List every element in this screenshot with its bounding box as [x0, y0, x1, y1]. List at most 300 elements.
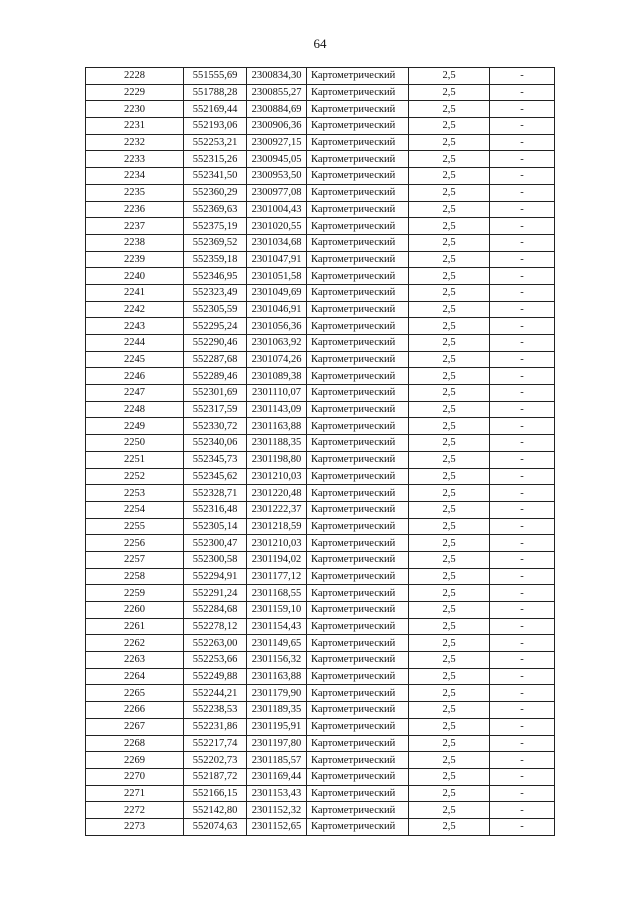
point-number-cell: 2233 [86, 151, 184, 168]
x-coordinate-cell: 552360,29 [184, 184, 247, 201]
x-coordinate-cell: 552244,21 [184, 685, 247, 702]
x-coordinate-cell: 552253,66 [184, 652, 247, 669]
table-row [86, 234, 555, 251]
accuracy-cell: 2,5 [409, 168, 490, 185]
point-number-cell: 2232 [86, 134, 184, 151]
x-coordinate-cell: 552284,68 [184, 602, 247, 619]
x-coordinate-cell: 552305,59 [184, 301, 247, 318]
point-number-cell: 2252 [86, 468, 184, 485]
point-number-cell: 2259 [86, 585, 184, 602]
note-cell: - [490, 501, 555, 518]
method-cell: Картометрический [307, 668, 409, 685]
y-coordinate-cell: 2301020,55 [247, 218, 307, 235]
x-coordinate-cell: 552294,91 [184, 568, 247, 585]
table-row [86, 335, 555, 352]
note-cell: - [490, 351, 555, 368]
accuracy-cell: 2,5 [409, 768, 490, 785]
method-cell: Картометрический [307, 284, 409, 301]
point-number-cell: 2245 [86, 351, 184, 368]
method-cell: Картометрический [307, 368, 409, 385]
point-number-cell: 2228 [86, 68, 184, 85]
note-cell: - [490, 201, 555, 218]
table-row [86, 385, 555, 402]
note-cell: - [490, 602, 555, 619]
y-coordinate-cell: 2301163,88 [247, 418, 307, 435]
method-cell: Картометрический [307, 84, 409, 101]
method-cell: Картометрический [307, 535, 409, 552]
table-row [86, 518, 555, 535]
point-number-cell: 2243 [86, 318, 184, 335]
point-number-cell: 2254 [86, 501, 184, 518]
x-coordinate-cell: 552369,52 [184, 234, 247, 251]
method-cell: Картометрический [307, 468, 409, 485]
table-row [86, 201, 555, 218]
accuracy-cell: 2,5 [409, 385, 490, 402]
accuracy-cell: 2,5 [409, 401, 490, 418]
method-cell: Картометрический [307, 101, 409, 118]
table-row [86, 84, 555, 101]
note-cell: - [490, 768, 555, 785]
y-coordinate-cell: 2301169,44 [247, 768, 307, 785]
point-number-cell: 2272 [86, 802, 184, 819]
point-number-cell: 2249 [86, 418, 184, 435]
method-cell: Картометрический [307, 585, 409, 602]
point-number-cell: 2250 [86, 435, 184, 452]
y-coordinate-cell: 2301220,48 [247, 485, 307, 502]
table-row [86, 468, 555, 485]
x-coordinate-cell: 552301,69 [184, 385, 247, 402]
table-row [86, 418, 555, 435]
point-number-cell: 2236 [86, 201, 184, 218]
y-coordinate-cell: 2301034,68 [247, 234, 307, 251]
accuracy-cell: 2,5 [409, 802, 490, 819]
table-row [86, 68, 555, 85]
note-cell: - [490, 735, 555, 752]
y-coordinate-cell: 2300906,36 [247, 118, 307, 135]
accuracy-cell: 2,5 [409, 818, 490, 835]
y-coordinate-cell: 2301154,43 [247, 618, 307, 635]
x-coordinate-cell: 552305,14 [184, 518, 247, 535]
x-coordinate-cell: 552278,12 [184, 618, 247, 635]
note-cell: - [490, 451, 555, 468]
y-coordinate-cell: 2301210,03 [247, 468, 307, 485]
note-cell: - [490, 585, 555, 602]
method-cell: Картометрический [307, 618, 409, 635]
point-number-cell: 2258 [86, 568, 184, 585]
accuracy-cell: 2,5 [409, 435, 490, 452]
method-cell: Картометрический [307, 735, 409, 752]
accuracy-cell: 2,5 [409, 151, 490, 168]
x-coordinate-cell: 552328,71 [184, 485, 247, 502]
method-cell: Картометрический [307, 218, 409, 235]
x-coordinate-cell: 552287,68 [184, 351, 247, 368]
x-coordinate-cell: 552187,72 [184, 768, 247, 785]
y-coordinate-cell: 2301194,02 [247, 551, 307, 568]
x-coordinate-cell: 552249,88 [184, 668, 247, 685]
x-coordinate-cell: 552253,21 [184, 134, 247, 151]
method-cell: Картометрический [307, 501, 409, 518]
note-cell: - [490, 685, 555, 702]
table-row [86, 284, 555, 301]
y-coordinate-cell: 2301152,65 [247, 818, 307, 835]
point-number-cell: 2253 [86, 485, 184, 502]
y-coordinate-cell: 2300884,69 [247, 101, 307, 118]
accuracy-cell: 2,5 [409, 518, 490, 535]
accuracy-cell: 2,5 [409, 468, 490, 485]
accuracy-cell: 2,5 [409, 418, 490, 435]
accuracy-cell: 2,5 [409, 68, 490, 85]
note-cell: - [490, 134, 555, 151]
x-coordinate-cell: 552341,50 [184, 168, 247, 185]
x-coordinate-cell: 552340,06 [184, 435, 247, 452]
method-cell: Картометрический [307, 785, 409, 802]
method-cell: Картометрический [307, 134, 409, 151]
point-number-cell: 2255 [86, 518, 184, 535]
table-row [86, 101, 555, 118]
method-cell: Картометрический [307, 418, 409, 435]
note-cell: - [490, 184, 555, 201]
accuracy-cell: 2,5 [409, 251, 490, 268]
method-cell: Картометрический [307, 635, 409, 652]
table-row [86, 618, 555, 635]
method-cell: Картометрический [307, 301, 409, 318]
point-number-cell: 2251 [86, 451, 184, 468]
method-cell: Картометрический [307, 752, 409, 769]
note-cell: - [490, 118, 555, 135]
y-coordinate-cell: 2301168,55 [247, 585, 307, 602]
note-cell: - [490, 568, 555, 585]
note-cell: - [490, 718, 555, 735]
method-cell: Картометрический [307, 401, 409, 418]
note-cell: - [490, 652, 555, 669]
point-number-cell: 2239 [86, 251, 184, 268]
note-cell: - [490, 435, 555, 452]
table-row [86, 485, 555, 502]
note-cell: - [490, 785, 555, 802]
note-cell: - [490, 168, 555, 185]
accuracy-cell: 2,5 [409, 501, 490, 518]
accuracy-cell: 2,5 [409, 551, 490, 568]
table-row [86, 785, 555, 802]
y-coordinate-cell: 2301063,92 [247, 335, 307, 352]
note-cell: - [490, 101, 555, 118]
x-coordinate-cell: 552345,62 [184, 468, 247, 485]
y-coordinate-cell: 2300977,08 [247, 184, 307, 201]
accuracy-cell: 2,5 [409, 668, 490, 685]
point-number-cell: 2247 [86, 385, 184, 402]
note-cell: - [490, 218, 555, 235]
point-number-cell: 2231 [86, 118, 184, 135]
method-cell: Картометрический [307, 518, 409, 535]
accuracy-cell: 2,5 [409, 718, 490, 735]
point-number-cell: 2263 [86, 652, 184, 669]
y-coordinate-cell: 2301222,37 [247, 501, 307, 518]
table-body [86, 68, 555, 836]
table-row [86, 134, 555, 151]
note-cell: - [490, 84, 555, 101]
note-cell: - [490, 385, 555, 402]
y-coordinate-cell: 2301188,35 [247, 435, 307, 452]
point-number-cell: 2230 [86, 101, 184, 118]
note-cell: - [490, 68, 555, 85]
accuracy-cell: 2,5 [409, 735, 490, 752]
point-number-cell: 2235 [86, 184, 184, 201]
note-cell: - [490, 618, 555, 635]
table-row [86, 652, 555, 669]
accuracy-cell: 2,5 [409, 652, 490, 669]
table-row [86, 401, 555, 418]
point-number-cell: 2248 [86, 401, 184, 418]
x-coordinate-cell: 552238,53 [184, 702, 247, 719]
method-cell: Картометрический [307, 201, 409, 218]
note-cell: - [490, 485, 555, 502]
x-coordinate-cell: 552316,48 [184, 501, 247, 518]
y-coordinate-cell: 2301056,36 [247, 318, 307, 335]
table-row [86, 768, 555, 785]
method-cell: Картометрический [307, 818, 409, 835]
accuracy-cell: 2,5 [409, 785, 490, 802]
method-cell: Картометрический [307, 234, 409, 251]
accuracy-cell: 2,5 [409, 752, 490, 769]
y-coordinate-cell: 2301149,65 [247, 635, 307, 652]
point-number-cell: 2261 [86, 618, 184, 635]
accuracy-cell: 2,5 [409, 318, 490, 335]
x-coordinate-cell: 552346,95 [184, 268, 247, 285]
point-number-cell: 2265 [86, 685, 184, 702]
x-coordinate-cell: 552295,24 [184, 318, 247, 335]
accuracy-cell: 2,5 [409, 268, 490, 285]
table-row [86, 551, 555, 568]
method-cell: Картометрический [307, 184, 409, 201]
y-coordinate-cell: 2301156,32 [247, 652, 307, 669]
method-cell: Картометрический [307, 168, 409, 185]
x-coordinate-cell: 551555,69 [184, 68, 247, 85]
x-coordinate-cell: 552369,63 [184, 201, 247, 218]
x-coordinate-cell: 552202,73 [184, 752, 247, 769]
note-cell: - [490, 318, 555, 335]
point-number-cell: 2267 [86, 718, 184, 735]
note-cell: - [490, 635, 555, 652]
note-cell: - [490, 668, 555, 685]
method-cell: Картометрический [307, 335, 409, 352]
accuracy-cell: 2,5 [409, 568, 490, 585]
accuracy-cell: 2,5 [409, 218, 490, 235]
point-number-cell: 2237 [86, 218, 184, 235]
note-cell: - [490, 401, 555, 418]
y-coordinate-cell: 2300855,27 [247, 84, 307, 101]
method-cell: Картометрический [307, 351, 409, 368]
point-number-cell: 2260 [86, 602, 184, 619]
method-cell: Картометрический [307, 768, 409, 785]
y-coordinate-cell: 2301089,38 [247, 368, 307, 385]
y-coordinate-cell: 2301143,09 [247, 401, 307, 418]
point-number-cell: 2264 [86, 668, 184, 685]
y-coordinate-cell: 2301189,35 [247, 702, 307, 719]
point-number-cell: 2257 [86, 551, 184, 568]
point-number-cell: 2262 [86, 635, 184, 652]
note-cell: - [490, 251, 555, 268]
table-row [86, 718, 555, 735]
table-row [86, 752, 555, 769]
table-row [86, 585, 555, 602]
x-coordinate-cell: 552074,63 [184, 818, 247, 835]
x-coordinate-cell: 551788,28 [184, 84, 247, 101]
x-coordinate-cell: 552289,46 [184, 368, 247, 385]
x-coordinate-cell: 552166,15 [184, 785, 247, 802]
method-cell: Картометрический [307, 702, 409, 719]
x-coordinate-cell: 552231,86 [184, 718, 247, 735]
table-row [86, 435, 555, 452]
accuracy-cell: 2,5 [409, 602, 490, 619]
table-row [86, 568, 555, 585]
point-number-cell: 2234 [86, 168, 184, 185]
table-row [86, 118, 555, 135]
y-coordinate-cell: 2301197,80 [247, 735, 307, 752]
accuracy-cell: 2,5 [409, 84, 490, 101]
method-cell: Картометрический [307, 251, 409, 268]
point-number-cell: 2256 [86, 535, 184, 552]
y-coordinate-cell: 2301110,07 [247, 385, 307, 402]
table-row [86, 635, 555, 652]
y-coordinate-cell: 2300953,50 [247, 168, 307, 185]
method-cell: Картометрический [307, 652, 409, 669]
accuracy-cell: 2,5 [409, 284, 490, 301]
method-cell: Картометрический [307, 118, 409, 135]
note-cell: - [490, 702, 555, 719]
accuracy-cell: 2,5 [409, 234, 490, 251]
x-coordinate-cell: 552193,06 [184, 118, 247, 135]
accuracy-cell: 2,5 [409, 485, 490, 502]
method-cell: Картометрический [307, 718, 409, 735]
point-number-cell: 2266 [86, 702, 184, 719]
x-coordinate-cell: 552315,26 [184, 151, 247, 168]
note-cell: - [490, 551, 555, 568]
y-coordinate-cell: 2301163,88 [247, 668, 307, 685]
table-row [86, 685, 555, 702]
accuracy-cell: 2,5 [409, 685, 490, 702]
table-row [86, 351, 555, 368]
table-row [86, 318, 555, 335]
point-number-cell: 2273 [86, 818, 184, 835]
table-row [86, 501, 555, 518]
method-cell: Картометрический [307, 685, 409, 702]
point-number-cell: 2229 [86, 84, 184, 101]
y-coordinate-cell: 2301177,12 [247, 568, 307, 585]
accuracy-cell: 2,5 [409, 368, 490, 385]
y-coordinate-cell: 2301153,43 [247, 785, 307, 802]
y-coordinate-cell: 2301218,59 [247, 518, 307, 535]
note-cell: - [490, 518, 555, 535]
table-row [86, 668, 555, 685]
accuracy-cell: 2,5 [409, 585, 490, 602]
point-number-cell: 2268 [86, 735, 184, 752]
accuracy-cell: 2,5 [409, 134, 490, 151]
y-coordinate-cell: 2301195,91 [247, 718, 307, 735]
point-number-cell: 2242 [86, 301, 184, 318]
point-number-cell: 2241 [86, 284, 184, 301]
method-cell: Картометрический [307, 802, 409, 819]
x-coordinate-cell: 552375,19 [184, 218, 247, 235]
page-number: 64 [313, 36, 327, 51]
y-coordinate-cell: 2301046,91 [247, 301, 307, 318]
note-cell: - [490, 535, 555, 552]
method-cell: Картометрический [307, 268, 409, 285]
accuracy-cell: 2,5 [409, 351, 490, 368]
accuracy-cell: 2,5 [409, 101, 490, 118]
note-cell: - [490, 818, 555, 835]
table-row [86, 184, 555, 201]
method-cell: Картометрический [307, 435, 409, 452]
note-cell: - [490, 802, 555, 819]
table-row [86, 151, 555, 168]
table-row [86, 301, 555, 318]
y-coordinate-cell: 2301210,03 [247, 535, 307, 552]
note-cell: - [490, 268, 555, 285]
method-cell: Картометрический [307, 602, 409, 619]
x-coordinate-cell: 552290,46 [184, 335, 247, 352]
y-coordinate-cell: 2300927,15 [247, 134, 307, 151]
y-coordinate-cell: 2301074,26 [247, 351, 307, 368]
y-coordinate-cell: 2300834,30 [247, 68, 307, 85]
x-coordinate-cell: 552291,24 [184, 585, 247, 602]
accuracy-cell: 2,5 [409, 451, 490, 468]
table-row [86, 368, 555, 385]
point-number-cell: 2271 [86, 785, 184, 802]
x-coordinate-cell: 552359,18 [184, 251, 247, 268]
note-cell: - [490, 368, 555, 385]
note-cell: - [490, 151, 555, 168]
point-number-cell: 2244 [86, 335, 184, 352]
x-coordinate-cell: 552323,49 [184, 284, 247, 301]
x-coordinate-cell: 552345,73 [184, 451, 247, 468]
x-coordinate-cell: 552317,59 [184, 401, 247, 418]
point-number-cell: 2269 [86, 752, 184, 769]
method-cell: Картометрический [307, 451, 409, 468]
y-coordinate-cell: 2301047,91 [247, 251, 307, 268]
y-coordinate-cell: 2301051,58 [247, 268, 307, 285]
accuracy-cell: 2,5 [409, 335, 490, 352]
note-cell: - [490, 234, 555, 251]
accuracy-cell: 2,5 [409, 702, 490, 719]
y-coordinate-cell: 2301049,69 [247, 284, 307, 301]
method-cell: Картометрический [307, 568, 409, 585]
method-cell: Картометрический [307, 151, 409, 168]
point-number-cell: 2246 [86, 368, 184, 385]
method-cell: Картометрический [307, 68, 409, 85]
method-cell: Картометрический [307, 485, 409, 502]
point-number-cell: 2240 [86, 268, 184, 285]
x-coordinate-cell: 552330,72 [184, 418, 247, 435]
table-row [86, 168, 555, 185]
accuracy-cell: 2,5 [409, 301, 490, 318]
method-cell: Картометрический [307, 551, 409, 568]
table-row [86, 535, 555, 552]
x-coordinate-cell: 552263,00 [184, 635, 247, 652]
note-cell: - [490, 468, 555, 485]
x-coordinate-cell: 552300,58 [184, 551, 247, 568]
note-cell: - [490, 335, 555, 352]
y-coordinate-cell: 2301185,57 [247, 752, 307, 769]
y-coordinate-cell: 2301152,32 [247, 802, 307, 819]
note-cell: - [490, 301, 555, 318]
note-cell: - [490, 752, 555, 769]
table-row [86, 818, 555, 835]
point-number-cell: 2270 [86, 768, 184, 785]
table-row [86, 218, 555, 235]
note-cell: - [490, 418, 555, 435]
accuracy-cell: 2,5 [409, 118, 490, 135]
note-cell: - [490, 284, 555, 301]
